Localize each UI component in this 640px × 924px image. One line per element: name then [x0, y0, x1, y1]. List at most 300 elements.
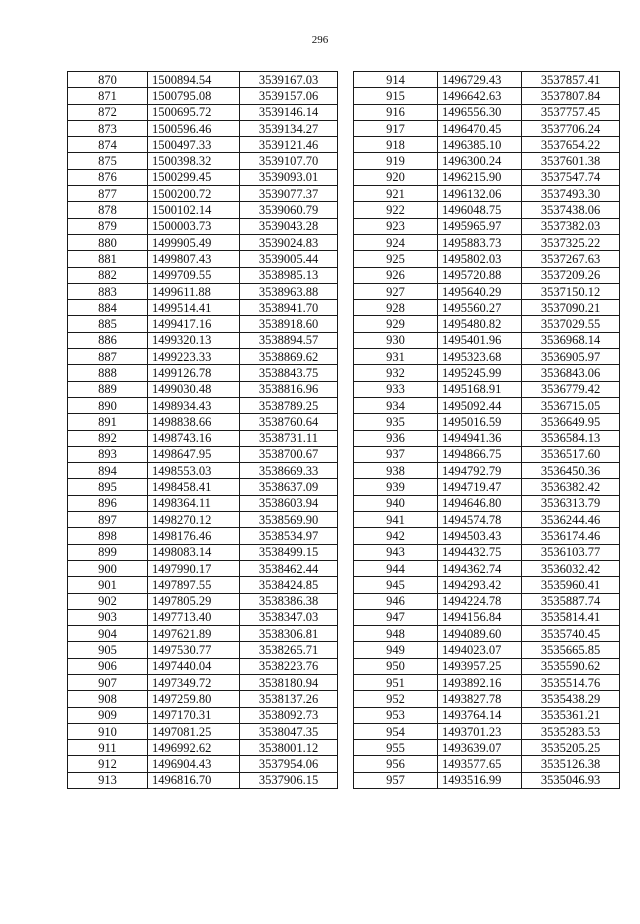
- x-coordinate-cell: 1494719.47: [438, 479, 522, 495]
- table-row: [68, 316, 338, 332]
- y-coordinate-cell: 3539146.14: [240, 104, 338, 120]
- y-coordinate-cell: 3538001.12: [240, 740, 338, 756]
- x-coordinate-cell: 1493764.14: [438, 707, 522, 723]
- y-coordinate-cell: 3539134.27: [240, 120, 338, 136]
- point-id-cell: 925: [354, 251, 438, 267]
- x-coordinate-cell: 1493957.25: [438, 658, 522, 674]
- point-id-cell: 938: [354, 463, 438, 479]
- x-coordinate-cell: 1498934.43: [148, 397, 240, 413]
- y-coordinate-cell: 3535283.53: [522, 723, 620, 739]
- table-row: [68, 72, 338, 88]
- y-coordinate-cell: 3535361.21: [522, 707, 620, 723]
- table-row: [68, 772, 338, 788]
- x-coordinate-cell: 1497440.04: [148, 658, 240, 674]
- point-id-cell: 897: [68, 512, 148, 528]
- table-row: [68, 756, 338, 772]
- x-coordinate-cell: 1496642.63: [438, 88, 522, 104]
- table-row: [68, 593, 338, 609]
- point-id-cell: 912: [68, 756, 148, 772]
- y-coordinate-cell: 3537906.15: [240, 772, 338, 788]
- x-coordinate-cell: 1500795.08: [148, 88, 240, 104]
- table-row: [354, 137, 620, 153]
- x-coordinate-cell: 1500398.32: [148, 153, 240, 169]
- y-coordinate-cell: 3538669.33: [240, 463, 338, 479]
- table-row: [68, 544, 338, 560]
- point-id-cell: 920: [354, 169, 438, 185]
- table-row: [354, 169, 620, 185]
- point-id-cell: 882: [68, 267, 148, 283]
- point-id-cell: 889: [68, 381, 148, 397]
- y-coordinate-cell: 3538985.13: [240, 267, 338, 283]
- point-id-cell: 950: [354, 658, 438, 674]
- y-coordinate-cell: 3538223.76: [240, 658, 338, 674]
- x-coordinate-cell: 1500894.54: [148, 72, 240, 88]
- point-id-cell: 907: [68, 674, 148, 690]
- y-coordinate-cell: 3538265.71: [240, 642, 338, 658]
- table-row: [354, 479, 620, 495]
- point-id-cell: 947: [354, 609, 438, 625]
- table-row: [68, 381, 338, 397]
- table-row: [68, 430, 338, 446]
- x-coordinate-cell: 1496300.24: [438, 153, 522, 169]
- x-coordinate-cell: 1494866.75: [438, 446, 522, 462]
- y-coordinate-cell: 3539060.79: [240, 202, 338, 218]
- y-coordinate-cell: 3536649.95: [522, 414, 620, 430]
- x-coordinate-cell: 1499807.43: [148, 251, 240, 267]
- y-coordinate-cell: 3539043.28: [240, 218, 338, 234]
- y-coordinate-cell: 3538843.75: [240, 365, 338, 381]
- table-row: [354, 593, 620, 609]
- y-coordinate-cell: 3538180.94: [240, 674, 338, 690]
- x-coordinate-cell: 1493892.16: [438, 674, 522, 690]
- x-coordinate-cell: 1496904.43: [148, 756, 240, 772]
- point-id-cell: 901: [68, 577, 148, 593]
- x-coordinate-cell: 1494792.79: [438, 463, 522, 479]
- y-coordinate-cell: 3537438.06: [522, 202, 620, 218]
- x-coordinate-cell: 1497897.55: [148, 577, 240, 593]
- point-id-cell: 873: [68, 120, 148, 136]
- point-id-cell: 904: [68, 626, 148, 642]
- table-row: [68, 283, 338, 299]
- x-coordinate-cell: 1494362.74: [438, 560, 522, 576]
- y-coordinate-cell: 3535590.62: [522, 658, 620, 674]
- y-coordinate-cell: 3537382.03: [522, 218, 620, 234]
- x-coordinate-cell: 1495720.88: [438, 267, 522, 283]
- x-coordinate-cell: 1495016.59: [438, 414, 522, 430]
- table-row: [68, 658, 338, 674]
- point-id-cell: 924: [354, 234, 438, 250]
- table-row: [354, 234, 620, 250]
- x-coordinate-cell: 1498083.14: [148, 544, 240, 560]
- x-coordinate-cell: 1494941.36: [438, 430, 522, 446]
- x-coordinate-cell: 1496470.45: [438, 120, 522, 136]
- y-coordinate-cell: 3537209.26: [522, 267, 620, 283]
- table-row: [354, 186, 620, 202]
- point-id-cell: 877: [68, 186, 148, 202]
- table-row: [68, 300, 338, 316]
- table-row: [354, 723, 620, 739]
- x-coordinate-cell: 1500102.14: [148, 202, 240, 218]
- table-row: [68, 446, 338, 462]
- y-coordinate-cell: 3538092.73: [240, 707, 338, 723]
- coordinate-table-right: [353, 71, 620, 789]
- table-row: [68, 414, 338, 430]
- y-coordinate-cell: 3536313.79: [522, 495, 620, 511]
- point-id-cell: 874: [68, 137, 148, 153]
- table-row: [354, 609, 620, 625]
- table-row: [68, 332, 338, 348]
- y-coordinate-cell: 3538789.25: [240, 397, 338, 413]
- x-coordinate-cell: 1500299.45: [148, 169, 240, 185]
- x-coordinate-cell: 1499320.13: [148, 332, 240, 348]
- table-row: [68, 137, 338, 153]
- y-coordinate-cell: 3535514.76: [522, 674, 620, 690]
- x-coordinate-cell: 1494503.43: [438, 528, 522, 544]
- x-coordinate-cell: 1495092.44: [438, 397, 522, 413]
- point-id-cell: 935: [354, 414, 438, 430]
- table-row: [68, 251, 338, 267]
- coordinate-table-left: [67, 71, 338, 789]
- point-id-cell: 906: [68, 658, 148, 674]
- x-coordinate-cell: 1493516.99: [438, 772, 522, 788]
- x-coordinate-cell: 1493827.78: [438, 691, 522, 707]
- x-coordinate-cell: 1496729.43: [438, 72, 522, 88]
- x-coordinate-cell: 1500596.46: [148, 120, 240, 136]
- point-id-cell: 899: [68, 544, 148, 560]
- y-coordinate-cell: 3538637.09: [240, 479, 338, 495]
- x-coordinate-cell: 1495802.03: [438, 251, 522, 267]
- point-id-cell: 915: [354, 88, 438, 104]
- x-coordinate-cell: 1494574.78: [438, 512, 522, 528]
- point-id-cell: 883: [68, 283, 148, 299]
- x-coordinate-cell: 1499709.55: [148, 267, 240, 283]
- y-coordinate-cell: 3539093.01: [240, 169, 338, 185]
- x-coordinate-cell: 1495640.29: [438, 283, 522, 299]
- point-id-cell: 929: [354, 316, 438, 332]
- x-coordinate-cell: 1495965.97: [438, 218, 522, 234]
- point-id-cell: 953: [354, 707, 438, 723]
- y-coordinate-cell: 3539107.70: [240, 153, 338, 169]
- point-id-cell: 903: [68, 609, 148, 625]
- table-row: [354, 707, 620, 723]
- point-id-cell: 933: [354, 381, 438, 397]
- table-row: [68, 169, 338, 185]
- table-row: [68, 88, 338, 104]
- y-coordinate-cell: 3538499.15: [240, 544, 338, 560]
- x-coordinate-cell: 1497621.89: [148, 626, 240, 642]
- x-coordinate-cell: 1497081.25: [148, 723, 240, 739]
- page-number: 296: [311, 34, 329, 46]
- y-coordinate-cell: 3535205.25: [522, 740, 620, 756]
- point-id-cell: 908: [68, 691, 148, 707]
- y-coordinate-cell: 3536968.14: [522, 332, 620, 348]
- point-id-cell: 944: [354, 560, 438, 576]
- x-coordinate-cell: 1494224.78: [438, 593, 522, 609]
- point-id-cell: 955: [354, 740, 438, 756]
- table-row: [354, 463, 620, 479]
- y-coordinate-cell: 3538963.88: [240, 283, 338, 299]
- point-id-cell: 885: [68, 316, 148, 332]
- x-coordinate-cell: 1496048.75: [438, 202, 522, 218]
- x-coordinate-cell: 1498553.03: [148, 463, 240, 479]
- y-coordinate-cell: 3537150.12: [522, 283, 620, 299]
- table-row: [68, 577, 338, 593]
- table-row: [68, 218, 338, 234]
- x-coordinate-cell: 1494432.75: [438, 544, 522, 560]
- point-id-cell: 875: [68, 153, 148, 169]
- x-coordinate-cell: 1500695.72: [148, 104, 240, 120]
- point-id-cell: 878: [68, 202, 148, 218]
- point-id-cell: 887: [68, 349, 148, 365]
- point-id-cell: 923: [354, 218, 438, 234]
- y-coordinate-cell: 3536382.42: [522, 479, 620, 495]
- point-id-cell: 905: [68, 642, 148, 658]
- point-id-cell: 892: [68, 430, 148, 446]
- x-coordinate-cell: 1496992.62: [148, 740, 240, 756]
- point-id-cell: 928: [354, 300, 438, 316]
- x-coordinate-cell: 1493577.65: [438, 756, 522, 772]
- table-row: [354, 772, 620, 788]
- x-coordinate-cell: 1494293.42: [438, 577, 522, 593]
- y-coordinate-cell: 3535960.41: [522, 577, 620, 593]
- point-id-cell: 917: [354, 120, 438, 136]
- point-id-cell: 919: [354, 153, 438, 169]
- table-row: [68, 186, 338, 202]
- table-row: [354, 267, 620, 283]
- y-coordinate-cell: 3538047.35: [240, 723, 338, 739]
- point-id-cell: 895: [68, 479, 148, 495]
- x-coordinate-cell: 1496556.30: [438, 104, 522, 120]
- y-coordinate-cell: 3537857.41: [522, 72, 620, 88]
- point-id-cell: 948: [354, 626, 438, 642]
- x-coordinate-cell: 1495323.68: [438, 349, 522, 365]
- table-row: [68, 397, 338, 413]
- y-coordinate-cell: 3537706.24: [522, 120, 620, 136]
- table-row: [354, 218, 620, 234]
- y-coordinate-cell: 3537090.21: [522, 300, 620, 316]
- x-coordinate-cell: 1498458.41: [148, 479, 240, 495]
- x-coordinate-cell: 1500003.73: [148, 218, 240, 234]
- point-id-cell: 871: [68, 88, 148, 104]
- y-coordinate-cell: 3538386.38: [240, 593, 338, 609]
- y-coordinate-cell: 3537029.55: [522, 316, 620, 332]
- table-row: [354, 512, 620, 528]
- y-coordinate-cell: 3538462.44: [240, 560, 338, 576]
- x-coordinate-cell: 1495245.99: [438, 365, 522, 381]
- point-id-cell: 951: [354, 674, 438, 690]
- x-coordinate-cell: 1496816.70: [148, 772, 240, 788]
- point-id-cell: 894: [68, 463, 148, 479]
- point-id-cell: 937: [354, 446, 438, 462]
- table-row: [354, 577, 620, 593]
- point-id-cell: 943: [354, 544, 438, 560]
- y-coordinate-cell: 3535665.85: [522, 642, 620, 658]
- point-id-cell: 909: [68, 707, 148, 723]
- y-coordinate-cell: 3538603.94: [240, 495, 338, 511]
- table-row: [68, 691, 338, 707]
- y-coordinate-cell: 3536517.60: [522, 446, 620, 462]
- x-coordinate-cell: 1497990.17: [148, 560, 240, 576]
- y-coordinate-cell: 3538306.81: [240, 626, 338, 642]
- y-coordinate-cell: 3535740.45: [522, 626, 620, 642]
- x-coordinate-cell: 1495168.91: [438, 381, 522, 397]
- point-id-cell: 880: [68, 234, 148, 250]
- table-row: [354, 642, 620, 658]
- point-id-cell: 881: [68, 251, 148, 267]
- x-coordinate-cell: 1493701.23: [438, 723, 522, 739]
- point-id-cell: 927: [354, 283, 438, 299]
- table-row: [354, 365, 620, 381]
- table-row: [354, 251, 620, 267]
- table-row: [68, 626, 338, 642]
- point-id-cell: 954: [354, 723, 438, 739]
- table-row: [68, 723, 338, 739]
- y-coordinate-cell: 3537601.38: [522, 153, 620, 169]
- y-coordinate-cell: 3538869.62: [240, 349, 338, 365]
- point-id-cell: 957: [354, 772, 438, 788]
- y-coordinate-cell: 3538347.03: [240, 609, 338, 625]
- table-row: [354, 202, 620, 218]
- y-coordinate-cell: 3538760.64: [240, 414, 338, 430]
- table-row: [354, 316, 620, 332]
- table-row: [354, 414, 620, 430]
- table-row: [354, 381, 620, 397]
- x-coordinate-cell: 1498647.95: [148, 446, 240, 462]
- table-row: [354, 544, 620, 560]
- point-id-cell: 910: [68, 723, 148, 739]
- point-id-cell: 872: [68, 104, 148, 120]
- table-row: [68, 495, 338, 511]
- point-id-cell: 932: [354, 365, 438, 381]
- table-row: [354, 430, 620, 446]
- table-row: [354, 88, 620, 104]
- point-id-cell: 914: [354, 72, 438, 88]
- point-id-cell: 926: [354, 267, 438, 283]
- y-coordinate-cell: 3535046.93: [522, 772, 620, 788]
- point-id-cell: 940: [354, 495, 438, 511]
- table-row: [354, 120, 620, 136]
- y-coordinate-cell: 3535438.29: [522, 691, 620, 707]
- point-id-cell: 936: [354, 430, 438, 446]
- table-row: [68, 674, 338, 690]
- point-id-cell: 921: [354, 186, 438, 202]
- x-coordinate-cell: 1494089.60: [438, 626, 522, 642]
- point-id-cell: 934: [354, 397, 438, 413]
- x-coordinate-cell: 1500497.33: [148, 137, 240, 153]
- x-coordinate-cell: 1494023.07: [438, 642, 522, 658]
- y-coordinate-cell: 3536032.42: [522, 560, 620, 576]
- x-coordinate-cell: 1498743.16: [148, 430, 240, 446]
- table-row: [68, 707, 338, 723]
- table-row: [68, 642, 338, 658]
- table-row: [354, 397, 620, 413]
- x-coordinate-cell: 1494156.84: [438, 609, 522, 625]
- table-row: [354, 332, 620, 348]
- table-row: [68, 104, 338, 120]
- y-coordinate-cell: 3537325.22: [522, 234, 620, 250]
- point-id-cell: 946: [354, 593, 438, 609]
- table-row: [354, 658, 620, 674]
- table-row: [354, 495, 620, 511]
- y-coordinate-cell: 3539077.37: [240, 186, 338, 202]
- x-coordinate-cell: 1495401.96: [438, 332, 522, 348]
- point-id-cell: 941: [354, 512, 438, 528]
- y-coordinate-cell: 3537757.45: [522, 104, 620, 120]
- point-id-cell: 942: [354, 528, 438, 544]
- y-coordinate-cell: 3539167.03: [240, 72, 338, 88]
- x-coordinate-cell: 1496132.06: [438, 186, 522, 202]
- point-id-cell: 913: [68, 772, 148, 788]
- y-coordinate-cell: 3536843.06: [522, 365, 620, 381]
- y-coordinate-cell: 3537493.30: [522, 186, 620, 202]
- table-row: [68, 120, 338, 136]
- x-coordinate-cell: 1494646.80: [438, 495, 522, 511]
- table-row: [354, 349, 620, 365]
- table-row: [354, 300, 620, 316]
- table-row: [354, 153, 620, 169]
- table-row: [68, 153, 338, 169]
- table-row: [354, 446, 620, 462]
- x-coordinate-cell: 1499611.88: [148, 283, 240, 299]
- point-id-cell: 891: [68, 414, 148, 430]
- y-coordinate-cell: 3539024.83: [240, 234, 338, 250]
- y-coordinate-cell: 3536103.77: [522, 544, 620, 560]
- table-row: [68, 365, 338, 381]
- point-id-cell: 939: [354, 479, 438, 495]
- table-row: [68, 234, 338, 250]
- y-coordinate-cell: 3537547.74: [522, 169, 620, 185]
- y-coordinate-cell: 3538731.11: [240, 430, 338, 446]
- y-coordinate-cell: 3537807.84: [522, 88, 620, 104]
- table-row: [354, 283, 620, 299]
- point-id-cell: 898: [68, 528, 148, 544]
- point-id-cell: 888: [68, 365, 148, 381]
- x-coordinate-cell: 1497713.40: [148, 609, 240, 625]
- y-coordinate-cell: 3536174.46: [522, 528, 620, 544]
- table-row: [68, 349, 338, 365]
- y-coordinate-cell: 3539157.06: [240, 88, 338, 104]
- y-coordinate-cell: 3538894.57: [240, 332, 338, 348]
- y-coordinate-cell: 3538816.96: [240, 381, 338, 397]
- table-row: [354, 691, 620, 707]
- table-row: [354, 528, 620, 544]
- y-coordinate-cell: 3536584.13: [522, 430, 620, 446]
- x-coordinate-cell: 1497349.72: [148, 674, 240, 690]
- table-row: [354, 104, 620, 120]
- x-coordinate-cell: 1497259.80: [148, 691, 240, 707]
- point-id-cell: 916: [354, 104, 438, 120]
- y-coordinate-cell: 3535887.74: [522, 593, 620, 609]
- table-row: [354, 756, 620, 772]
- point-id-cell: 893: [68, 446, 148, 462]
- y-coordinate-cell: 3539121.46: [240, 137, 338, 153]
- table-row: [68, 560, 338, 576]
- table-row: [68, 528, 338, 544]
- x-coordinate-cell: 1495480.82: [438, 316, 522, 332]
- point-id-cell: 956: [354, 756, 438, 772]
- y-coordinate-cell: 3535126.38: [522, 756, 620, 772]
- x-coordinate-cell: 1497805.29: [148, 593, 240, 609]
- x-coordinate-cell: 1499126.78: [148, 365, 240, 381]
- y-coordinate-cell: 3538569.90: [240, 512, 338, 528]
- x-coordinate-cell: 1499223.33: [148, 349, 240, 365]
- x-coordinate-cell: 1498176.46: [148, 528, 240, 544]
- x-coordinate-cell: 1497170.31: [148, 707, 240, 723]
- point-id-cell: 918: [354, 137, 438, 153]
- y-coordinate-cell: 3538137.26: [240, 691, 338, 707]
- point-id-cell: 870: [68, 72, 148, 88]
- y-coordinate-cell: 3538700.67: [240, 446, 338, 462]
